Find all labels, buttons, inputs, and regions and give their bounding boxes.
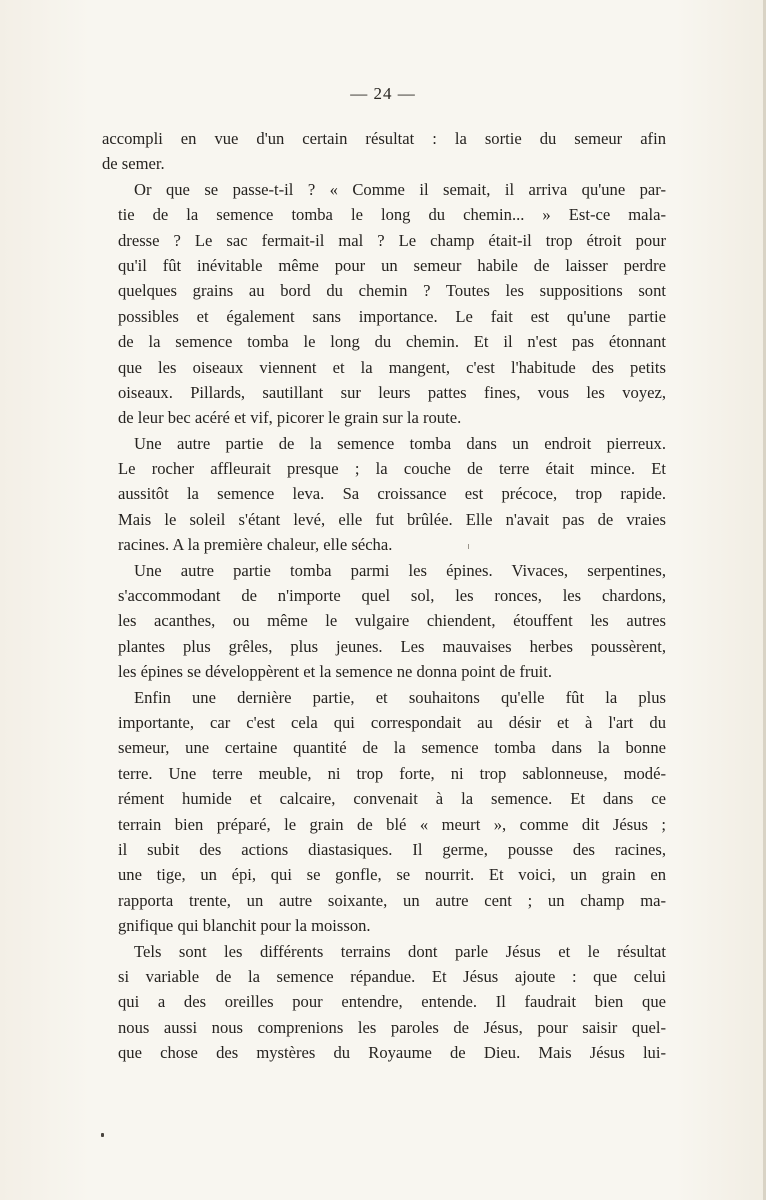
text-line: qu'il fût inévitable même pour un semeur habile de laisser perdre [118, 255, 666, 275]
text-line: quelques grains au bord du chemin ? Toutes les suppositions sont [118, 281, 666, 301]
text-line: s'accommodant de n'importe quel sol, les ronces, les chardons, [118, 586, 666, 606]
text-line: de leur bec acéré et vif, picorer le grain sur la route. [118, 408, 462, 428]
text-line: que chose des mystères du Royaume de Dieu. Mais Jésus lui- [118, 1043, 666, 1063]
paragraph [102, 939, 666, 1066]
text-line: racines. A la première chaleur, elle sécha. [118, 535, 393, 555]
text-line: une tige, un épi, qui se gonfle, se nourrit. Et voici, un grain en [118, 865, 666, 885]
text-line: possibles et également sans importance. Le fait est qu'une partie [118, 306, 666, 326]
text-line: nous aussi nous comprenions les paroles de Jésus, pour saisir quel- [118, 1017, 666, 1037]
paragraph [102, 558, 666, 685]
text-line: Enfin une dernière partie, et souhaitons qu'elle fût la plus [134, 687, 666, 707]
text-line: si variable de la semence répandue. Et Jésus ajoute : que celui [118, 966, 666, 986]
paragraph [102, 685, 666, 939]
text-line: Mais le soleil s'étant levé, elle fut brûlée. Elle n'avait pas de vraies [118, 509, 666, 529]
text-line: qui a des oreilles pour entendre, entende. Il faudrait bien que [118, 992, 666, 1012]
text-line: terrain bien préparé, le grain de blé « meurt », comme dit Jésus ; [118, 814, 666, 834]
text-line: rapporta trente, un autre soixante, un autre cent ; un champ ma- [118, 890, 666, 910]
text-line: les épines se développèrent et la semence ne donna point de fruit. [118, 662, 553, 682]
body-text [102, 126, 666, 1065]
text-line: aussitôt la semence leva. Sa croissance est précoce, trop rapide. [118, 484, 666, 504]
text-line: semeur, une certaine quantité de la semence tomba dans la bonne [118, 738, 666, 758]
text-line: les acanthes, ou même le vulgaire chiendent, étouffent les autres [118, 611, 666, 631]
text-line: accompli en vue d'un certain résultat : la sortie du semeur afin [102, 129, 666, 148]
text-line: de la semence tomba le long du chemin. Et il n'est pas étonnant [118, 332, 666, 352]
page-number: — 24 — [350, 84, 416, 103]
text-line: plantes plus grêles, plus jeunes. Les mauvaises herbes poussèrent, [118, 636, 666, 656]
text-line: que les oiseaux viennent et la mangent, c'est l'habitude des petits [118, 357, 666, 377]
paragraph [102, 177, 666, 431]
text-line: Or que se passe-t-il ? « Comme il semait, il arriva qu'une par- [134, 179, 666, 199]
text-line: Le rocher affleurait presque ; la couche de terre était mince. Et [118, 459, 666, 479]
text-line: il subit des actions diastasiques. Il germe, pousse des racines, [118, 839, 666, 859]
text-line: gnifique qui blanchit pour la moisson. [118, 916, 371, 936]
text-line: Tels sont les différents terrains dont parle Jésus et le résultat [134, 941, 666, 961]
ink-speck [468, 544, 469, 549]
paragraph [102, 431, 666, 558]
text-line: dresse ? Le sac fermait-il mal ? Le champ était-il trop étroit pour [118, 230, 666, 250]
text-line: tie de la semence tomba le long du chemin... » Est-ce mala- [118, 205, 666, 225]
text-line: terre. Une terre meuble, ni trop forte, ni trop sablonneuse, modé- [118, 763, 666, 783]
text-line: Une autre partie tomba parmi les épines. Vivaces, serpentines, [134, 560, 666, 580]
ink-speck [101, 1133, 104, 1137]
text-line: rément humide et calcaire, convenait à la semence. Et dans ce [118, 789, 666, 809]
text-line: Une autre partie de la semence tomba dans un endroit pierreux. [134, 433, 666, 453]
text-line: de semer. [102, 154, 165, 174]
text-line: oiseaux. Pillards, sautillant sur leurs pattes fines, vous les voyez, [118, 382, 666, 402]
paragraph [102, 126, 666, 177]
text-line: importante, car c'est cela qui correspondait au désir et à l'art du [118, 712, 666, 732]
